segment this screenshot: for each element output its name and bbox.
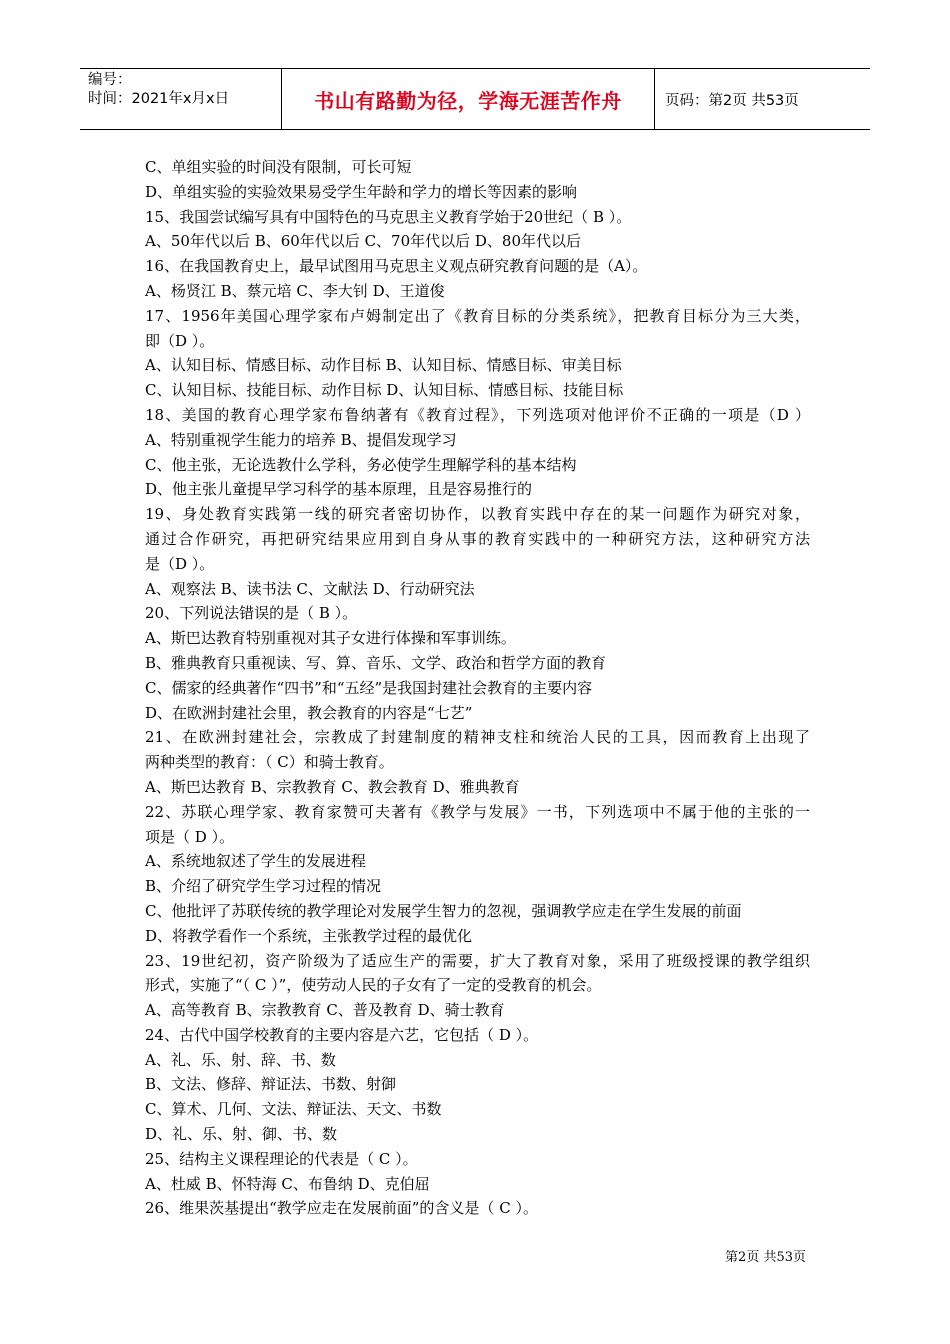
text-line: D、礼、乐、射、御、书、数 [145, 1125, 338, 1144]
text-line: 项是（ D ）。 [145, 827, 235, 846]
footer-page-number: 第2页 共53页 [725, 1250, 806, 1265]
text-line: 16、在我国教育史上，最早试图用马克思主义观点研究教育问题的是（A）。 [145, 257, 648, 276]
text-line: 17、1956年美国心理学家布卢姆制定出了《教育目标的分类系统》，把教育目标分为三大类， [145, 306, 810, 325]
text-line: 是（D ）。 [145, 554, 215, 573]
date-label: 时间：2021年x月x日 [88, 91, 230, 107]
header-motto: 书山有路勤为径，学海无涯苦作舟 [314, 88, 622, 113]
text-line: C、算术、几何、文法、辩证法、天文、书数 [145, 1100, 442, 1119]
text-line: C、认知目标、技能目标、动作目标 D、认知目标、情感目标、技能目标 [145, 381, 624, 400]
text-line: A、杨贤江 B、蔡元培 C、李大钊 D、王道俊 [145, 281, 445, 300]
text-line: 两种类型的教育：（ C）和骑士教育。 [145, 753, 394, 772]
text-line: A、50年代以后 B、60年代以后 C、70年代以后 D、80年代以后 [145, 232, 582, 251]
text-line: A、特别重视学生能力的培养 B、提倡发现学习 [145, 430, 457, 449]
text-line: 即（D ）。 [145, 331, 215, 350]
text-line: 21、在欧洲封建社会，宗教成了封建制度的精神支柱和统治人民的工具，因而教育上出现了 [145, 728, 810, 747]
text-line: 通过合作研究，再把研究结果应用到自身从事的教育实践中的一种研究方法，这种研究方法 [145, 529, 810, 548]
text-line: 22、苏联心理学家、教育家赞可夫著有《教学与发展》一书，下列选项中不属于他的主张的一 [145, 802, 810, 821]
text-line: B、介绍了研究学生学习过程的情况 [145, 877, 382, 896]
text-line: B、文法、修辞、辩证法、书数、射御 [145, 1075, 397, 1094]
text-line: C、他批评了苏联传统的教学理论对发展学生智力的忽视，强调教学应走在学生发展的前面 [145, 901, 742, 920]
text-line: 18、美国的教育心理学家布鲁纳著有《教育过程》，下列选项对他评价不正确的一项是（D ） [145, 405, 810, 424]
text-line: D、将教学看作一个系统，主张教学过程的最优化 [145, 926, 473, 945]
text-line: 20、下列说法错误的是（ B ）。 [145, 604, 358, 623]
header-page-cell [655, 69, 870, 129]
text-line: 19、身处教育实践第一线的研究者密切协作，以教育实践中存在的某一问题作为研究对象， [145, 505, 810, 524]
text-line: 26、维果茨基提出“教学应走在发展前面”的含义是（ C ）。 [145, 1199, 538, 1218]
text-line: 24、古代中国学校教育的主要内容是六艺，它包括（ D ）。 [145, 1025, 539, 1044]
page-footer [0, 1246, 806, 1265]
text-line: B、雅典教育只重视读、写、算、音乐、文学、政治和哲学方面的教育 [145, 653, 607, 672]
text-line: A、认知目标、情感目标、动作目标 B、认知目标、情感目标、审美目标 [145, 356, 622, 375]
document-body [145, 155, 810, 1221]
page-header [80, 68, 870, 130]
text-line: C、单组实验的时间没有限制，可长可短 [145, 158, 412, 176]
text-line: 25、结构主义课程理论的代表是（ C ）。 [145, 1149, 418, 1168]
header-motto-cell [282, 69, 655, 129]
text-line: 15、我国尝试编写具有中国特色的马克思主义教育学始于20世纪（ B ）。 [145, 207, 632, 226]
text-line: C、他主张，无论选教什么学科，务必使学生理解学科的基本结构 [145, 455, 577, 474]
text-line: D、他主张儿童提早学习科学的基本原理，且是容易推行的 [145, 480, 533, 499]
text-line: 23、19世纪初，资产阶级为了适应生产的需要，扩大了教育对象，采用了班级授课的教学组织 [145, 951, 810, 970]
text-line: A、观察法 B、读书法 C、文献法 D、行动研究法 [145, 579, 475, 598]
text-line: A、礼、乐、射、辞、书、数 [145, 1050, 336, 1069]
text-line: A、斯巴达教育 B、宗教教育 C、教会教育 D、雅典教育 [145, 777, 520, 796]
serial-number-label: 编号： [88, 72, 132, 88]
header-meta [80, 69, 282, 129]
text-line: A、高等教育 B、宗教教育 C、普及教育 D、骑士教育 [145, 1001, 505, 1020]
header-page-info: 页码：第2页 共53页 [665, 92, 799, 109]
text-line: 形式，实施了“（ C ）”，使劳动人民的子女有了一定的受教育的机会。 [145, 976, 602, 995]
text-line: C、儒家的经典著作“四书”和“五经”是我国封建社会教育的主要内容 [145, 678, 593, 697]
text-line: D、单组实验的实验效果易受学生年龄和学力的增长等因素的影响 [145, 182, 578, 201]
text-line: A、杜威 B、怀特海 C、布鲁纳 D、克伯屈 [145, 1174, 430, 1193]
text-line: A、斯巴达教育特别重视对其子女进行体操和军事训练。 [145, 629, 516, 648]
text-line: D、在欧洲封建社会里，教会教育的内容是“七艺” [145, 703, 473, 722]
text-line: A、系统地叙述了学生的发展进程 [145, 852, 366, 871]
